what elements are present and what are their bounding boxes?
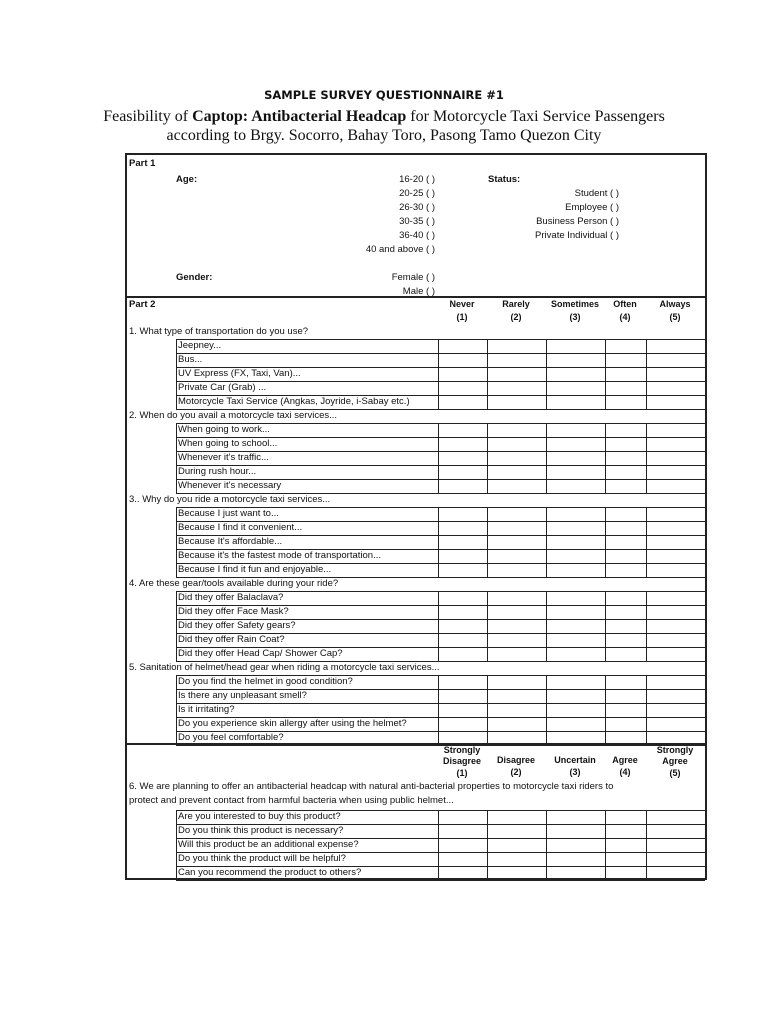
answer-cell[interactable] [647,811,704,823]
question-1-item: Bus... [178,354,203,365]
answer-cell[interactable] [606,508,645,520]
answer-cell[interactable] [547,340,604,352]
answer-cell[interactable] [606,867,645,879]
answer-cell[interactable] [606,438,645,450]
gender-label: Gender: [176,272,213,283]
question-2-item: During rush hour... [178,466,257,477]
answer-cell[interactable] [606,340,645,352]
answer-cell[interactable] [606,368,645,380]
answer-cell[interactable] [647,368,704,380]
answer-cell[interactable] [439,825,486,837]
scale-word: Often [613,299,637,309]
answer-cell[interactable] [488,825,545,837]
answer-cell[interactable] [547,564,604,576]
question-6-item: Are you interested to buy this product? [178,811,341,822]
answer-cell[interactable] [488,704,545,716]
answer-cell[interactable] [647,382,704,394]
answer-cell[interactable] [647,620,704,632]
answer-cell[interactable] [606,839,645,851]
question-3-item: Because I just want to... [178,508,279,519]
agreement-divider [127,743,705,745]
answer-cell[interactable] [606,606,645,618]
answer-cell[interactable] [488,522,545,534]
answer-cell[interactable] [547,634,604,646]
answer-cell[interactable] [488,466,545,478]
age-option[interactable]: 30-35 ( ) [399,216,435,227]
answer-cell[interactable] [606,550,645,562]
answer-cell[interactable] [488,340,545,352]
scale-word: Strongly Disagree [442,745,482,766]
question-5-item: Do you experience skin allergy after using the helmet? [178,718,407,729]
question-3-item: Because it's the fastest mode of transportation... [178,550,382,561]
answer-cell[interactable] [439,718,486,730]
answer-cell[interactable] [547,536,604,548]
answer-cell[interactable] [439,452,486,464]
answer-cell[interactable] [547,522,604,534]
answer-cell[interactable] [547,550,604,562]
question-4-item: Did they offer Face Mask? [178,606,289,617]
answer-cell[interactable] [606,811,645,823]
questionnaire-title [0,107,768,145]
question-4-text: 4. Are these gear/tools available during your ride? [129,578,339,589]
scale-word: Strongly Agree [656,745,694,766]
answer-cell[interactable] [547,466,604,478]
scale-word: Never [449,299,475,309]
answer-cell[interactable] [439,676,486,688]
answer-cell[interactable] [488,382,545,394]
scale-word: Agree [612,755,638,765]
scale-number: (4) [619,767,631,777]
scale-number: (3) [569,767,581,777]
answer-cell[interactable] [647,564,704,576]
answer-cell[interactable] [647,704,704,716]
scale-number: (1) [456,768,468,778]
agreement-scale-option [635,745,715,779]
answer-cell[interactable] [439,811,486,823]
answer-cell[interactable] [606,536,645,548]
question-2-item: Whenever it's traffic... [178,452,269,463]
scale-number: (4) [619,312,631,322]
status-option[interactable]: Business Person ( ) [536,216,619,227]
scale-number: (1) [456,312,468,322]
answer-cell[interactable] [488,536,545,548]
answer-cell[interactable] [547,676,604,688]
scale-word: Sometimes [550,299,600,309]
answer-cell[interactable] [647,606,704,618]
question-2-item: Whenever it's necessary [178,480,282,491]
age-option[interactable]: 40 and above ( ) [365,244,435,255]
part2-label: Part 2 [129,299,156,310]
answer-cell[interactable] [488,867,545,879]
q6-text-line1: 6. We are planning to offer an antibacterial headcap with natural anti-bacterial properties to motorcycle taxi riders to [129,781,614,792]
answer-cell[interactable] [488,839,545,851]
question-5-item: Do you feel comfortable? [178,732,284,743]
answer-cell[interactable] [439,867,486,879]
status-label: Status: [488,174,521,185]
answer-cell[interactable] [606,424,645,436]
answer-cell[interactable] [439,853,486,865]
question-3-item: Because I find it fun and enjoyable... [178,564,332,575]
answer-cell[interactable] [547,620,604,632]
answer-cell[interactable] [488,480,545,492]
age-option[interactable]: 16-20 ( ) [399,174,435,185]
answer-cell[interactable] [547,690,604,702]
answer-cell[interactable] [439,704,486,716]
answer-cell[interactable] [488,690,545,702]
answer-cell[interactable] [647,676,704,688]
title-pre: Feasibility of [103,108,193,125]
answer-cell[interactable] [547,825,604,837]
answer-cell[interactable] [439,648,486,660]
question-1-item: Motorcycle Taxi Service (Angkas, Joyride, i-Sabay etc.) [178,396,410,407]
answer-cell[interactable] [606,676,645,688]
answer-cell[interactable] [647,550,704,562]
answer-cell[interactable] [488,424,545,436]
question-2-text: 2. When do you avail a motorcycle taxi services... [129,410,338,421]
answer-cell[interactable] [606,853,645,865]
answer-cell[interactable] [647,825,704,837]
answer-cell[interactable] [606,564,645,576]
frequency-scale-option [635,299,715,323]
answer-cell[interactable] [439,536,486,548]
answer-cell[interactable] [488,438,545,450]
answer-cell[interactable] [647,480,704,492]
question-1-item: Jeepney... [178,340,222,351]
questionnaire-heading: SAMPLE SURVEY QUESTIONNAIRE #1 [264,88,504,102]
answer-cell[interactable] [439,508,486,520]
age-label: Age: [176,174,198,185]
answer-cell[interactable] [439,424,486,436]
answer-cell[interactable] [547,424,604,436]
gender-option[interactable]: Female ( ) [391,272,435,283]
answer-cell[interactable] [488,620,545,632]
scale-word: Always [659,299,691,309]
answer-cell[interactable] [547,382,604,394]
question-4-item: Did they offer Rain Coat? [178,634,285,645]
scale-number: (2) [510,767,522,777]
answer-cell[interactable] [647,648,704,660]
answer-cell[interactable] [547,438,604,450]
answer-cell[interactable] [547,606,604,618]
answer-cell[interactable] [439,438,486,450]
answer-cell[interactable] [647,354,704,366]
q6-text-line2: protect and prevent contact from harmful bacteria when using public helmet... [129,795,454,806]
answer-cell[interactable] [547,480,604,492]
answer-cell[interactable] [547,452,604,464]
answer-cell[interactable] [488,811,545,823]
answer-cell[interactable] [439,466,486,478]
answer-cell[interactable] [439,480,486,492]
question-1-item: Private Car (Grab) ... [178,382,267,393]
answer-cell[interactable] [647,592,704,604]
answer-cell[interactable] [606,648,645,660]
question-5-item: Is there any unpleasant smell? [178,690,307,701]
question-6-item: Do you think the product will be helpful? [178,853,346,864]
answer-cell[interactable] [647,522,704,534]
answer-cell[interactable] [606,452,645,464]
scale-number: (5) [669,768,681,778]
answer-cell[interactable] [439,354,486,366]
answer-cell[interactable] [647,634,704,646]
answer-cell[interactable] [439,606,486,618]
question-1-text: 1. What type of transportation do you use? [129,326,309,337]
question-2-item: When going to work... [178,424,270,435]
scale-number: (5) [669,312,681,322]
question-3-item: Because I find it convenient... [178,522,303,533]
answer-cell[interactable] [647,508,704,520]
question-4-item: Did they offer Head Cap/ Shower Cap? [178,648,343,659]
answer-cell[interactable] [606,690,645,702]
answer-cell[interactable] [439,620,486,632]
scale-word: Uncertain [554,755,596,765]
answer-cell[interactable] [488,648,545,660]
answer-cell[interactable] [547,648,604,660]
answer-cell[interactable] [439,340,486,352]
question-3-item: Because It's affordable... [178,536,283,547]
grid-line [176,880,705,881]
answer-cell[interactable] [488,396,545,408]
answer-cell[interactable] [547,396,604,408]
answer-cell[interactable] [647,396,704,408]
answer-cell[interactable] [647,839,704,851]
answer-cell[interactable] [439,550,486,562]
answer-cell[interactable] [439,564,486,576]
answer-cell[interactable] [547,811,604,823]
answer-cell[interactable] [488,550,545,562]
answer-cell[interactable] [606,396,645,408]
question-6-item: Do you think this product is necessary? [178,825,344,836]
scale-word: Rarely [502,299,530,309]
answer-cell[interactable] [488,634,545,646]
answer-cell[interactable] [606,522,645,534]
age-option[interactable]: 20-25 ( ) [399,188,435,199]
answer-cell[interactable] [547,592,604,604]
answer-cell[interactable] [439,839,486,851]
answer-cell[interactable] [547,704,604,716]
answer-cell[interactable] [606,354,645,366]
answer-cell[interactable] [606,704,645,716]
answer-cell[interactable] [647,690,704,702]
answer-cell[interactable] [547,867,604,879]
question-2-item: When going to school... [178,438,278,449]
answer-cell[interactable] [647,718,704,730]
answer-cell[interactable] [606,480,645,492]
question-4-item: Did they offer Balaclava? [178,592,284,603]
scale-number: (2) [510,312,522,322]
question-3-text: 3.. Why do you ride a motorcycle taxi services... [129,494,331,505]
question-5-item: Do you find the helmet in good condition? [178,676,353,687]
answer-cell[interactable] [488,606,545,618]
answer-cell[interactable] [606,466,645,478]
answer-cell[interactable] [606,620,645,632]
answer-cell[interactable] [488,592,545,604]
answer-cell[interactable] [647,466,704,478]
answer-cell[interactable] [606,634,645,646]
answer-cell[interactable] [488,853,545,865]
answer-cell[interactable] [439,634,486,646]
status-option[interactable]: Employee ( ) [565,202,619,213]
answer-cell[interactable] [439,396,486,408]
answer-cell[interactable] [647,452,704,464]
answer-cell[interactable] [439,690,486,702]
question-6-item: Will this product be an additional expense? [178,839,359,850]
answer-cell[interactable] [647,424,704,436]
scale-number: (3) [569,312,581,322]
age-option[interactable]: 26-30 ( ) [399,202,435,213]
title-post: for Motorcycle Taxi Service Passengers [406,108,665,125]
answer-cell[interactable] [547,508,604,520]
answer-cell[interactable] [647,853,704,865]
gender-option[interactable]: Male ( ) [402,286,435,297]
question-5-item: Is it irritating? [178,704,235,715]
answer-cell[interactable] [439,522,486,534]
answer-cell[interactable] [647,867,704,879]
survey-form [125,153,707,880]
status-option[interactable]: Student ( ) [574,188,619,199]
answer-cell[interactable] [488,354,545,366]
answer-cell[interactable] [606,825,645,837]
answer-cell[interactable] [488,508,545,520]
answer-cell[interactable] [606,592,645,604]
answer-cell[interactable] [647,536,704,548]
answer-cell[interactable] [547,853,604,865]
answer-cell[interactable] [606,718,645,730]
status-option[interactable]: Private Individual ( ) [535,230,619,241]
question-4-item: Did they offer Safety gears? [178,620,296,631]
answer-cell[interactable] [488,368,545,380]
answer-cell[interactable] [647,340,704,352]
answer-cell[interactable] [439,368,486,380]
answer-cell[interactable] [547,839,604,851]
answer-cell[interactable] [547,368,604,380]
answer-cell[interactable] [547,718,604,730]
answer-cell[interactable] [488,452,545,464]
answer-cell[interactable] [439,382,486,394]
question-1-item: UV Express (FX, Taxi, Van)... [178,368,301,379]
answer-cell[interactable] [647,438,704,450]
age-option[interactable]: 36-40 ( ) [399,230,435,241]
title-product: Captop: Antibacterial Headcap [192,108,407,125]
part1-label: Part 1 [129,158,156,169]
scale-word: Disagree [496,755,536,765]
answer-cell[interactable] [488,564,545,576]
answer-cell[interactable] [488,676,545,688]
part1-divider [127,296,705,298]
title-line2: according to Brgy. Socorro, Bahay Toro, Pasong Tamo Quezon City [166,127,602,144]
answer-cell[interactable] [547,354,604,366]
question-6-item: Can you recommend the product to others? [178,867,362,878]
question-5-text: 5. Sanitation of helmet/head gear when riding a motorcycle taxi services... [129,662,440,673]
answer-cell[interactable] [439,592,486,604]
answer-cell[interactable] [606,382,645,394]
answer-cell[interactable] [488,718,545,730]
